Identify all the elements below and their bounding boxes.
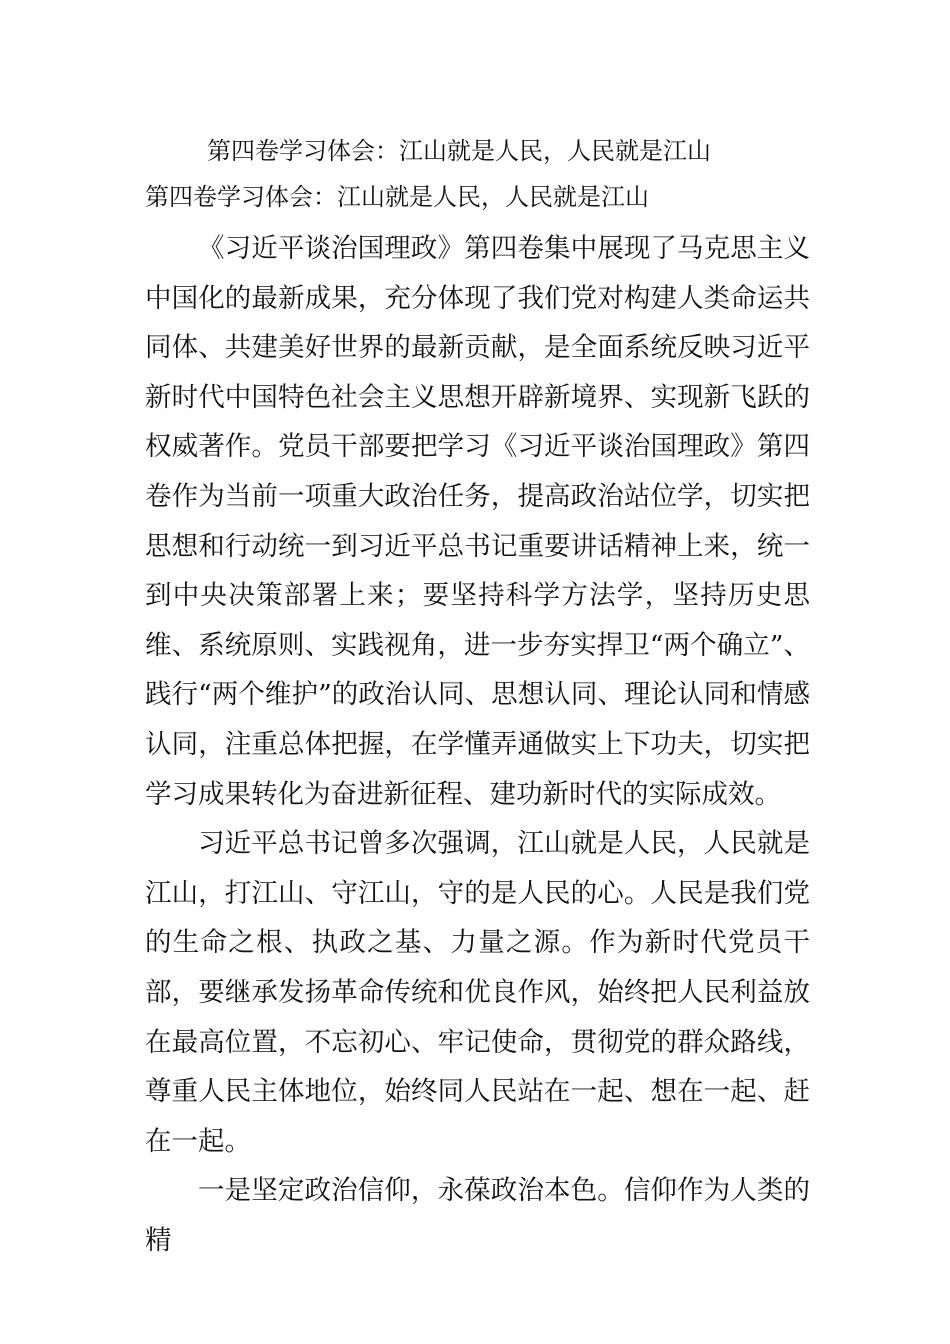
paragraph-people: 习近平总书记曾多次强调，江山就是人民，人民就是江山，打江山、守江山，守的是人民的心。人民是我们党的生命之根、执政之基、力量之源。作为新时代党员干部，要继承发扬革命传统和优良作风，始终把人民利益放在最高位置，不忘初心、牢记使命，贯彻党的群众路线，尊重人民主体地位，始终同人民站在一起、想在一起、赶在一起。 bbox=[145, 828, 810, 1157]
document-title: 第四卷学习体会：江山就是人民，人民就是江山 bbox=[207, 137, 711, 165]
paragraph-intro: 《习近平谈治国理政》第四卷集中展现了马克思主义中国化的最新成果，充分体现了我们党对构建人类命运共同体、共建美好世界的最新贡献，是全面系统反映习近平新时代中国特色社会主义思想开辟新境界、实现新飞跃的权威著作。党员干部要把学习《习近平谈治国理政》第四卷作为当前一项重大政治任务，提高政治站位学，切实把思想和行动统一到习近平总书记重要讲话精神上来，统一到中央决策部署上来；要坚持科学方法学，坚持历史思维、系统原则、实践视角，进一步夯实捍卫“两个确立”、践行“两个维护”的政治认同、思想认同、理论认同和情感认同，注重总体把握，在学懂弄通做实上下功夫，切实把学习成果转化为奋进新征程、建功新时代的实际成效。 bbox=[145, 233, 810, 810]
document-subtitle: 第四卷学习体会：江山就是人民，人民就是江山 bbox=[145, 183, 649, 211]
document-body bbox=[145, 128, 810, 1265]
paragraph-point-one: 一是坚定政治信仰，永葆政治本色。信仰作为人类的精 bbox=[145, 1175, 810, 1256]
